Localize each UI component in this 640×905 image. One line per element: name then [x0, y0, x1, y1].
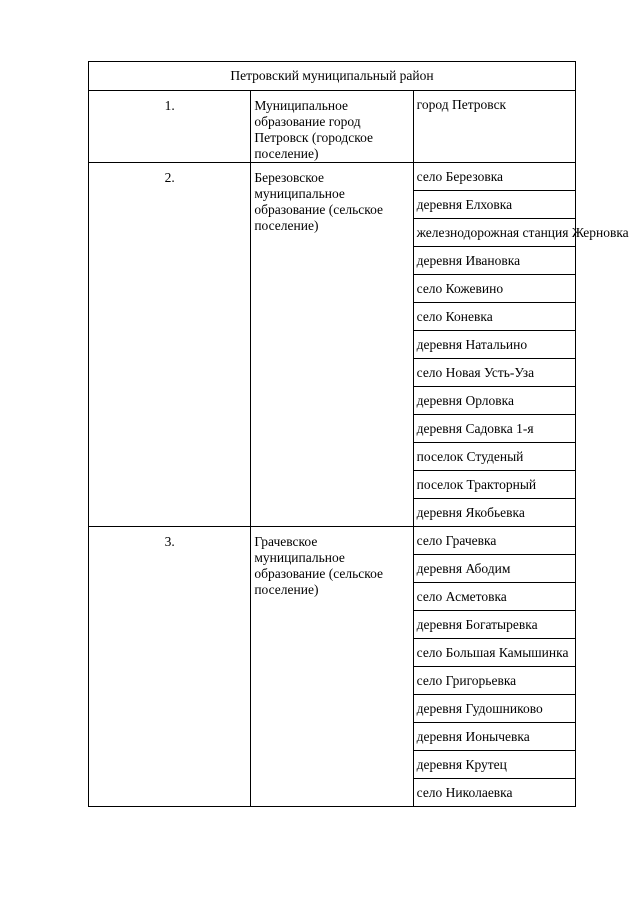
settlement-name: поселок Студеный — [413, 443, 575, 471]
settlement-name: село Березовка — [413, 163, 575, 191]
settlement-name: деревня Садовка 1-я — [413, 415, 575, 443]
settlement-name: село Григорьевка — [413, 667, 575, 695]
settlement-name: деревня Богатыревка — [413, 611, 575, 639]
settlement-name: деревня Абодим — [413, 555, 575, 583]
settlement-name: поселок Тракторный — [413, 471, 575, 499]
district-header: Петровский муниципальный район — [89, 62, 576, 91]
settlement-name: село Большая Камышинка — [413, 639, 575, 667]
settlement-name: деревня Натальино — [413, 331, 575, 359]
municipality-name: Березовское муниципальное образование (сельское поселение) — [251, 163, 413, 527]
settlement-name: железнодорожная станция Жерновка — [413, 219, 575, 247]
table-header-row — [89, 62, 576, 91]
row-number: 3. — [89, 527, 251, 807]
row-number: 2. — [89, 163, 251, 527]
settlement-name: деревня Якобьевка — [413, 499, 575, 527]
table-row — [89, 527, 576, 555]
table-row — [89, 91, 576, 163]
settlement-name: село Новая Усть-Уза — [413, 359, 575, 387]
settlement-name: деревня Елховка — [413, 191, 575, 219]
settlement-name: деревня Ивановка — [413, 247, 575, 275]
settlement-name: деревня Ионычевка — [413, 723, 575, 751]
settlement-name: село Николаевка — [413, 779, 575, 807]
settlement-name: деревня Крутец — [413, 751, 575, 779]
row-number: 1. — [89, 91, 251, 163]
settlement-name: село Кожевино — [413, 275, 575, 303]
settlement-name: деревня Гудошниково — [413, 695, 575, 723]
settlement-name: село Грачевка — [413, 527, 575, 555]
settlement-name: деревня Орловка — [413, 387, 575, 415]
table-row — [89, 163, 576, 191]
settlement-name: село Коневка — [413, 303, 575, 331]
settlement-name: село Асметовка — [413, 583, 575, 611]
settlement-name: город Петровск — [413, 91, 575, 163]
municipality-name: Муниципальное образование город Петровск (городское поселение) — [251, 91, 413, 163]
municipality-name: Грачевское муниципальное образование (сельское поселение) — [251, 527, 413, 807]
municipal-table — [88, 61, 629, 807]
